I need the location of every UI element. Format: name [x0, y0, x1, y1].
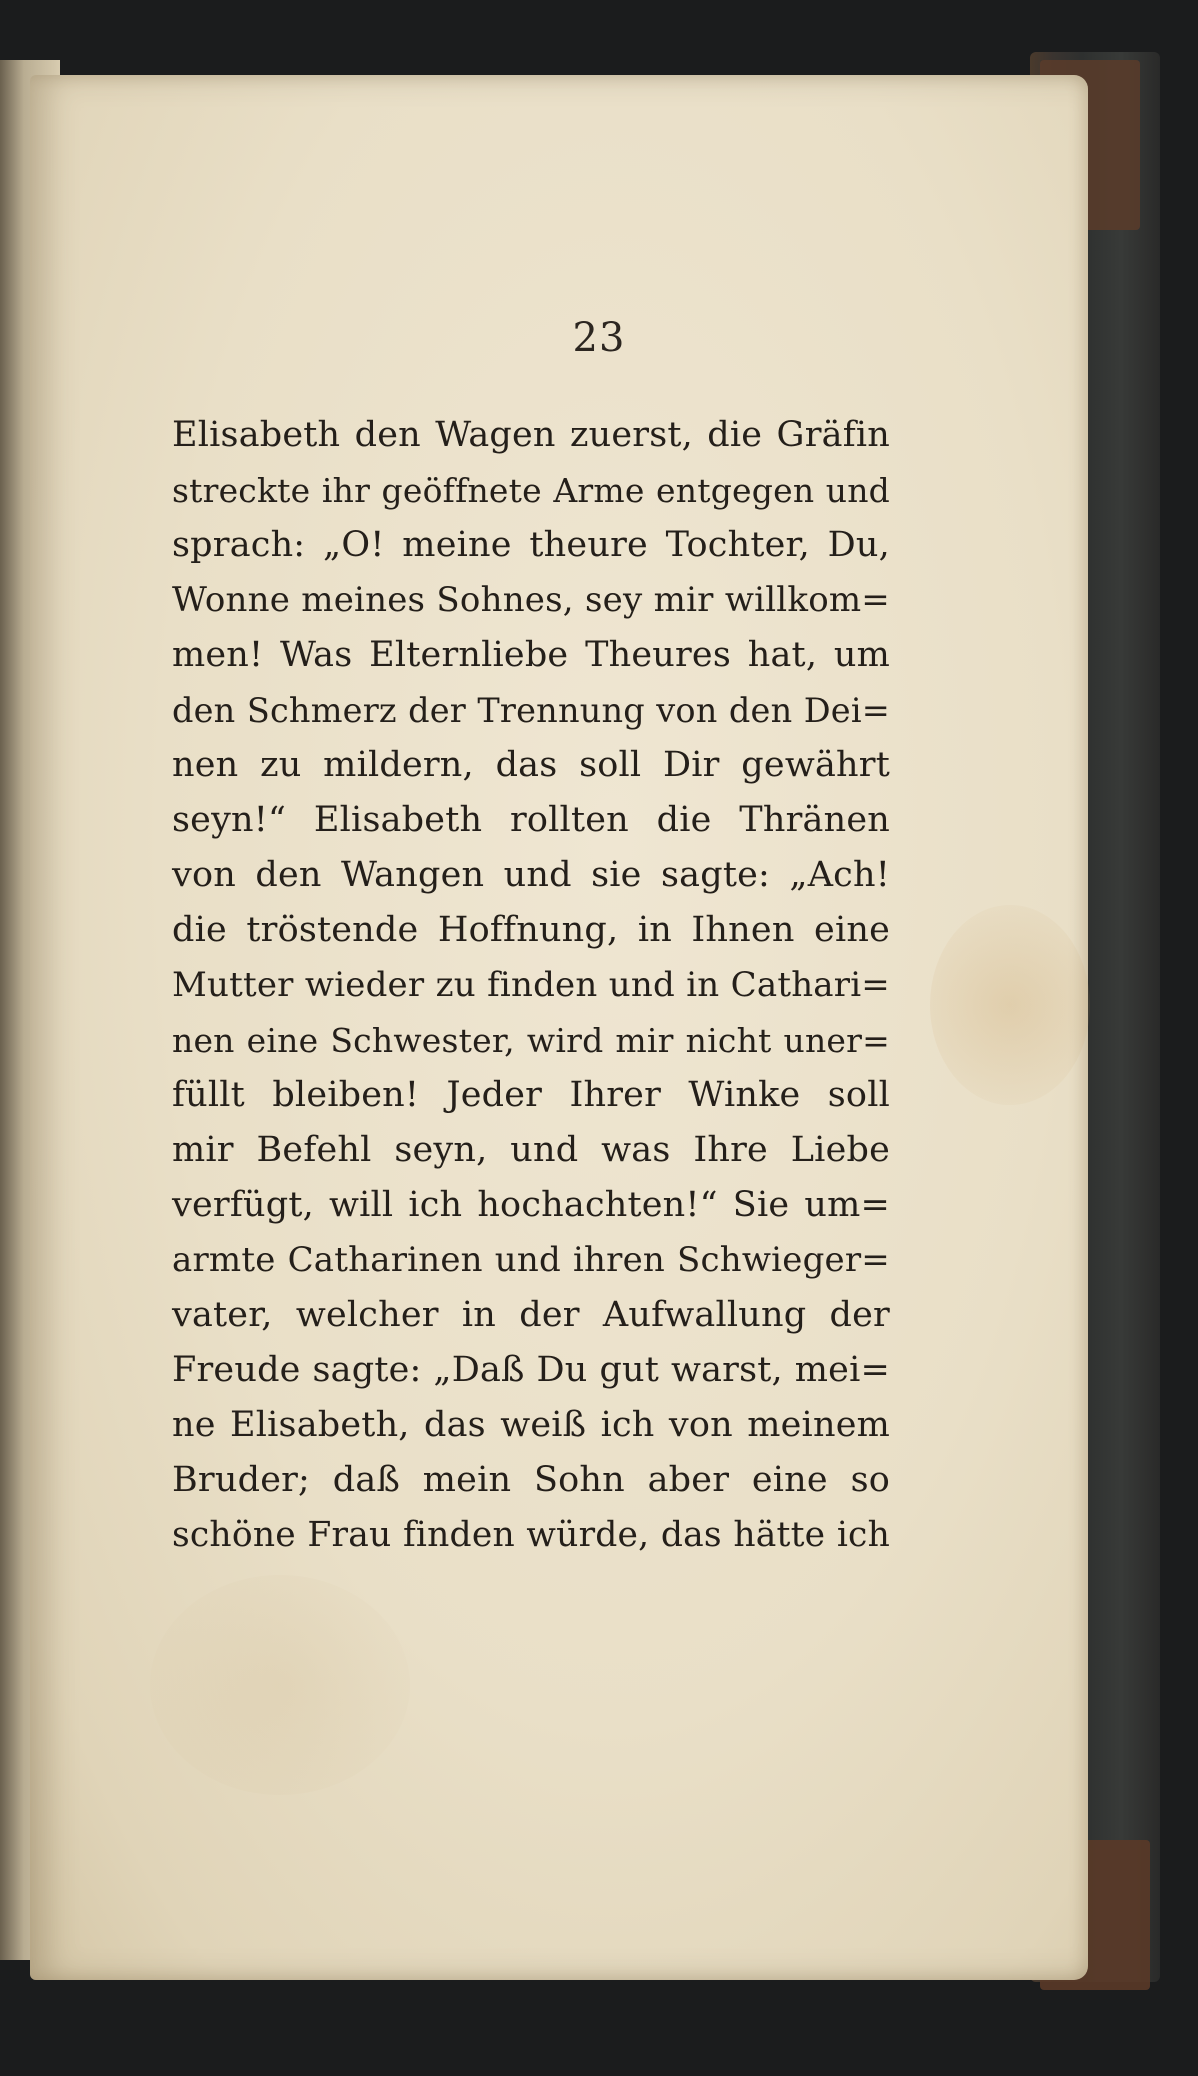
text-line: armte Catharinen und ihren Schwieger=	[172, 1240, 890, 1280]
text-line: streckte ihr geöffnete Arme entgegen und	[172, 471, 890, 510]
text-line: Freude sagte: „Daß Du gut warst, mei=	[172, 1350, 890, 1390]
page-text	[172, 408, 890, 1563]
text-line: nen zu mildern, das soll Dir gewährt	[172, 745, 890, 785]
text-line: sprach: „O! meine theure Tochter, Du,	[172, 525, 890, 565]
text-line: ne Elisabeth, das weiß ich von meinem	[172, 1405, 890, 1445]
text-line: die tröstende Hoffnung, in Ihnen eine	[172, 910, 890, 950]
text-line: Wonne meines Sohnes, sey mir willkom=	[172, 580, 890, 620]
text-line: seyn!“ Elisabeth rollten die Thränen	[172, 800, 890, 840]
text-line: men! Was Elternliebe Theures hat, um	[172, 635, 890, 675]
text-line: Elisabeth den Wagen zuerst, die Gräfin	[172, 415, 890, 455]
text-line: verfügt, will ich hochachten!“ Sie um=	[172, 1185, 890, 1225]
text-line: vater, welcher in der Aufwallung der	[172, 1295, 890, 1335]
text-line: füllt bleiben! Jeder Ihrer Winke soll	[172, 1075, 890, 1115]
text-line: nen eine Schwester, wird mir nicht uner=	[172, 1021, 890, 1060]
text-line: Mutter wieder zu finden und in Cathari=	[172, 965, 890, 1005]
foxing-stain	[930, 905, 1090, 1105]
foxing-stain	[150, 1575, 410, 1795]
text-line: Bruder; daß mein Sohn aber eine so	[172, 1460, 890, 1500]
text-line: den Schmerz der Trennung von den Dei=	[172, 691, 890, 730]
text-line: schöne Frau finden würde, das hätte ich	[172, 1515, 890, 1555]
text-line: mir Befehl seyn, und was Ihre Liebe	[172, 1130, 890, 1170]
page-number: 23	[572, 315, 626, 361]
text-line: von den Wangen und sie sagte: „Ach!	[172, 855, 890, 895]
